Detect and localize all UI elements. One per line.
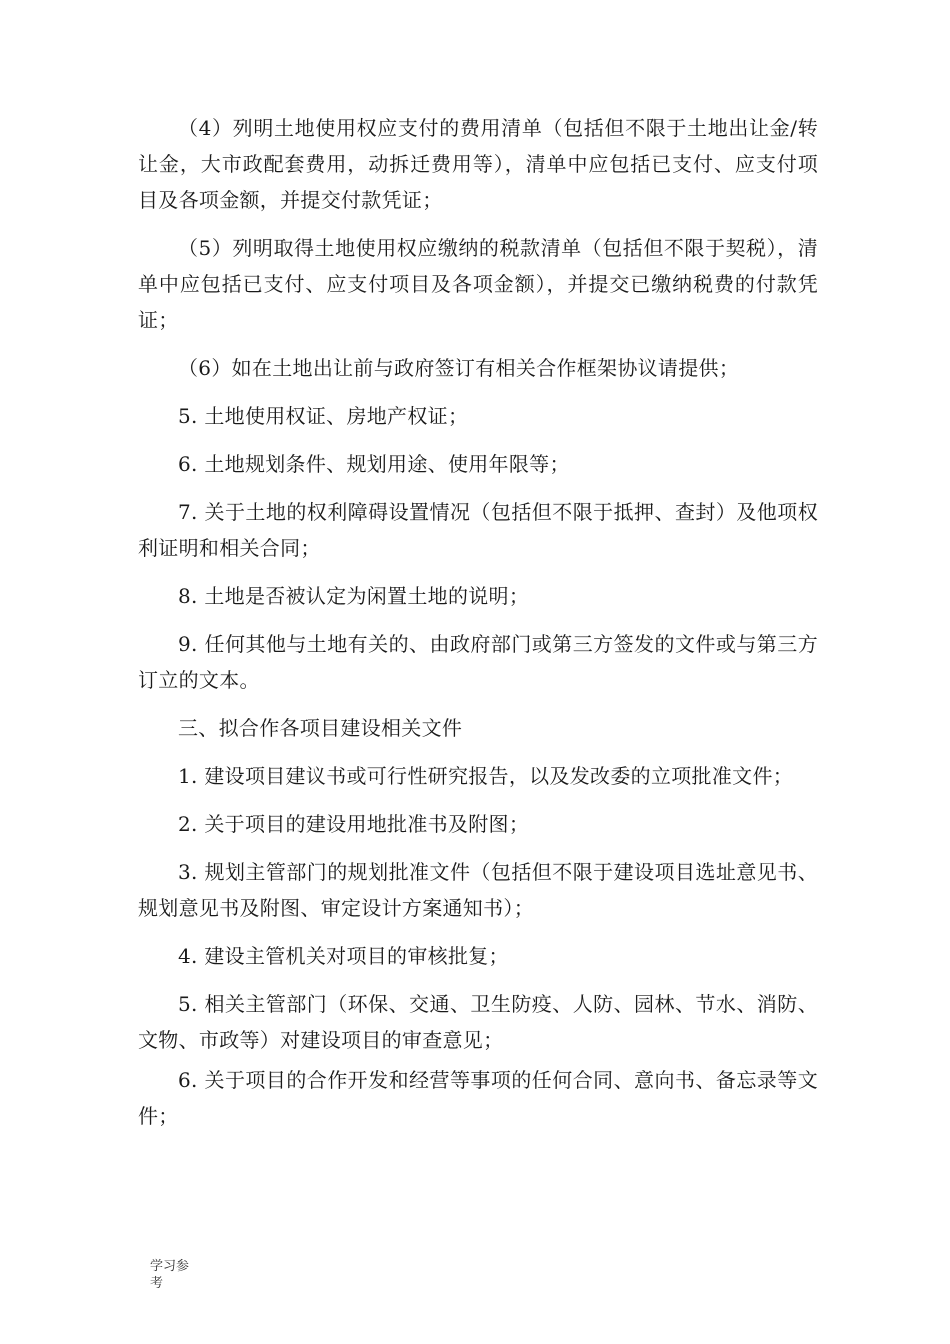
- paragraph-cooperation-contracts: 6. 关于项目的合作开发和经营等事项的任何合同、意向书、备忘录等文件；: [138, 1068, 818, 1128]
- document-body: [138, 110, 818, 1146]
- paragraph-construction-review: 4. 建设主管机关对项目的审核批复；: [178, 944, 509, 968]
- paragraph-fee-list: （4）列明土地使用权应支付的费用清单（包括但不限于土地出让金/转让金，大市政配套费用，动拆迁费用等），清单中应包括已支付、应支付项目及各项金额，并提交付款凭证；: [138, 116, 818, 212]
- paragraph-framework-agreement: （6）如在土地出让前与政府签订有相关合作框架协议请提供；: [178, 356, 740, 380]
- paragraph-tax-list: （5）列明取得土地使用权应缴纳的税款清单（包括但不限于契税），清单中应包括已支付、应支付项目及各项金额），并提交已缴纳税费的付款凭证；: [138, 236, 818, 332]
- paragraph-encumbrances: 7. 关于土地的权利障碍设置情况（包括但不限于抵押、查封）及他项权利证明和相关合同；: [138, 500, 818, 560]
- footer-note: 学习参考: [150, 1259, 190, 1291]
- paragraph-planning-approval: 3. 规划主管部门的规划批准文件（包括但不限于建设项目选址意见书、规划意见书及附图、审定设计方案通知书）；: [138, 860, 818, 920]
- paragraph-land-certificate: 5. 土地使用权证、房地产权证；: [178, 404, 469, 428]
- paragraph-feasibility-report: 1. 建设项目建议书或可行性研究报告，以及发改委的立项批准文件；: [178, 764, 794, 788]
- paragraph-planning-conditions: 6. 土地规划条件、规划用途、使用年限等；: [178, 452, 570, 476]
- section-heading-project-documents: 三、拟合作各项目建设相关文件: [178, 716, 463, 740]
- paragraph-idle-land: 8. 土地是否被认定为闲置土地的说明；: [178, 584, 530, 608]
- paragraph-department-opinions: 5. 相关主管部门（环保、交通、卫生防疫、人防、园林、节水、消防、文物、市政等）对建设项目的审查意见；: [138, 992, 818, 1052]
- paragraph-land-use-approval: 2. 关于项目的建设用地批准书及附图；: [178, 812, 530, 836]
- paragraph-other-documents: 9. 任何其他与土地有关的、由政府部门或第三方签发的文件或与第三方订立的文本。: [138, 632, 818, 692]
